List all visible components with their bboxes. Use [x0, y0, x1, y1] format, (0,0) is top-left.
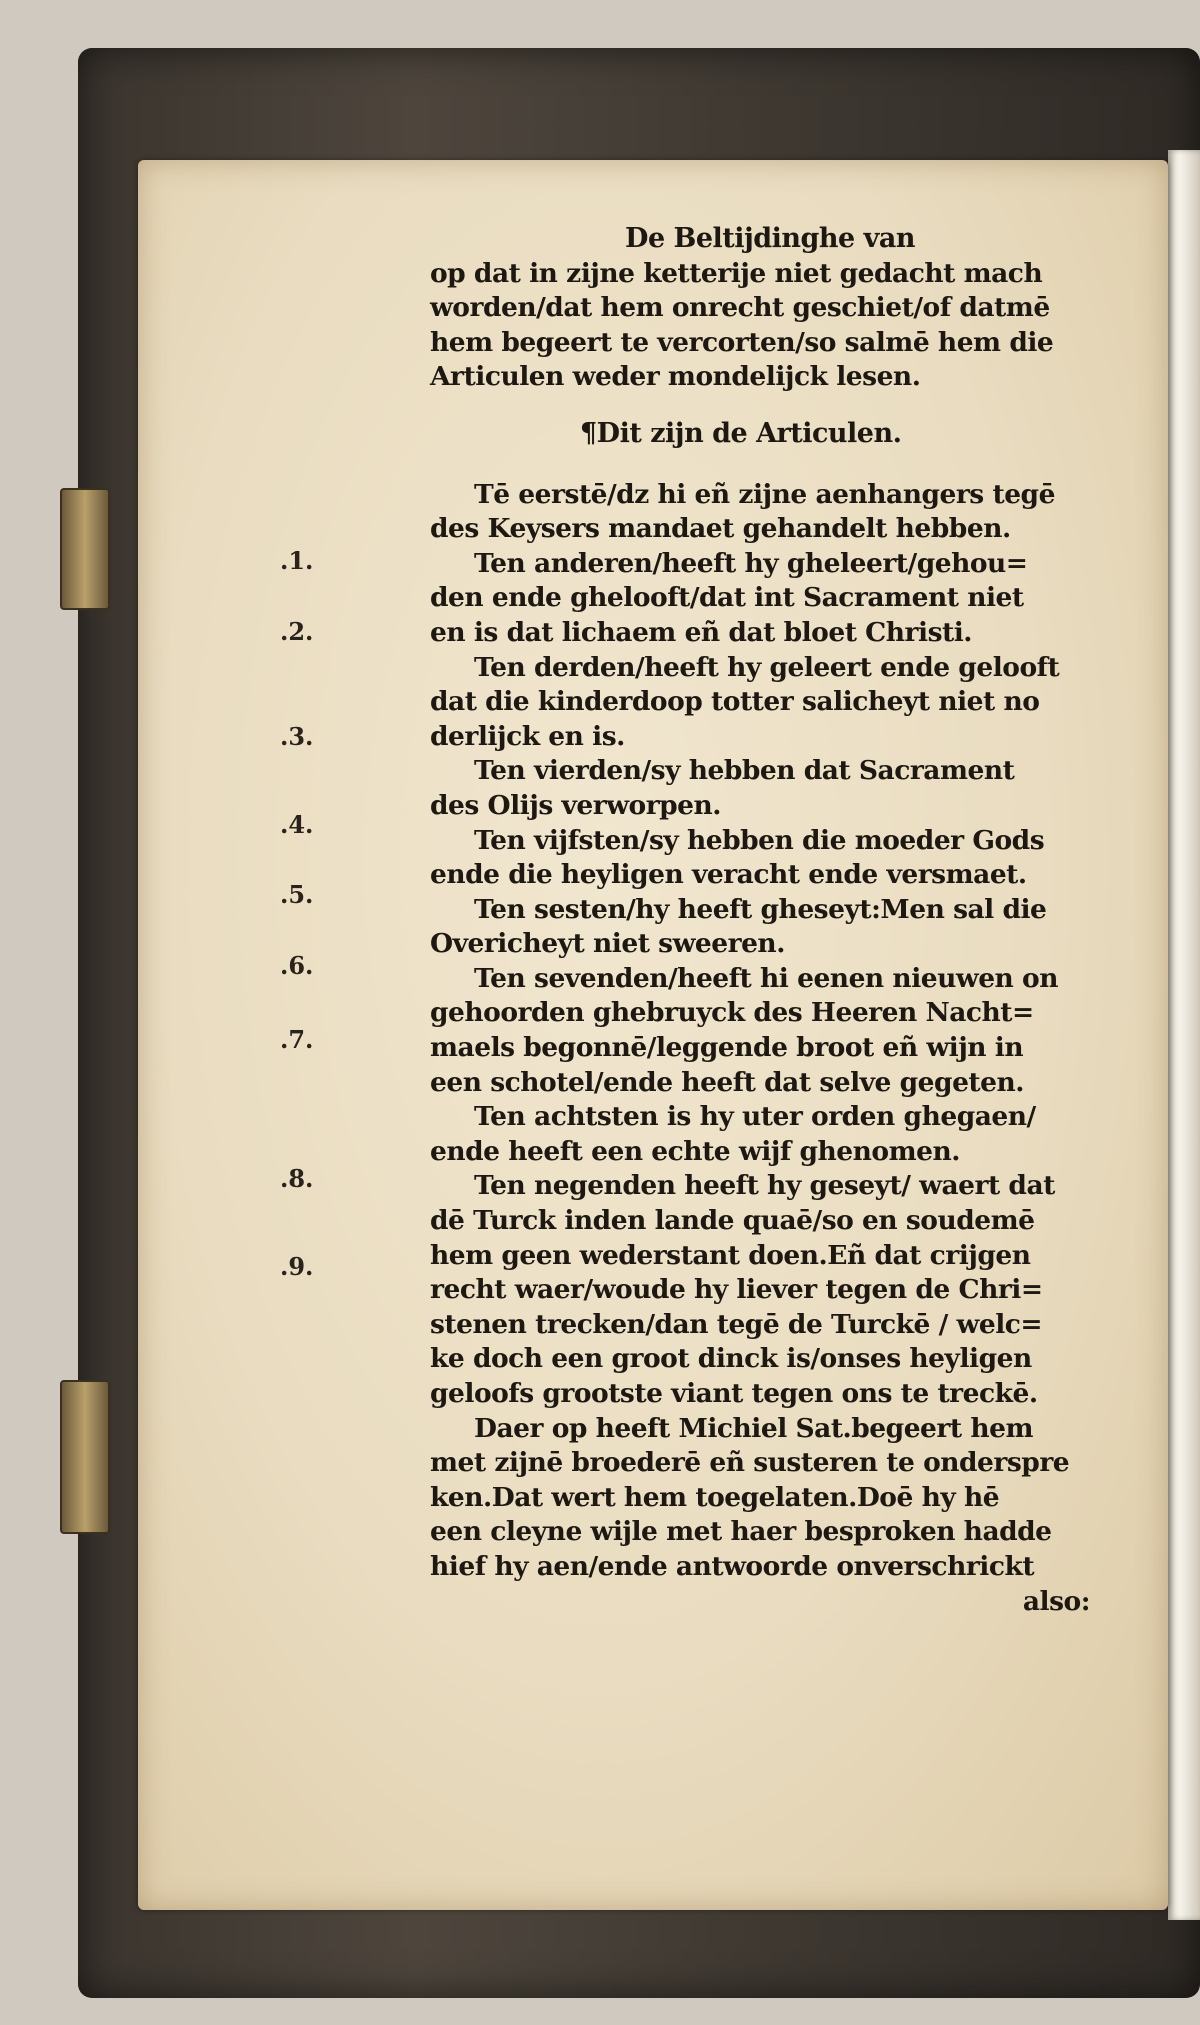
- intro-line: Articulen weder mondelijck lesen.: [430, 361, 921, 393]
- intro-line: hem begeert te vercorten/so salmē hem die: [430, 326, 1054, 358]
- article-line: den ende ghelooft/dat int Sacrament niet: [430, 582, 1024, 614]
- article-line: Ten sevenden/heeft hi eenen nieuwen on: [474, 962, 1058, 994]
- article-line: Ten derden/heeft hy geleert ende gelooft: [474, 651, 1060, 683]
- margin-number: .9.: [280, 1252, 314, 1281]
- intro-line: op dat in zijne ketterije niet gedacht mach: [430, 257, 1043, 289]
- section-heading: ¶Dit zijn de Articulen.: [580, 417, 902, 449]
- article-line: een cleyne wijle met haer besproken hadde: [430, 1516, 1052, 1548]
- article-line: Ten vijfsten/sy hebben die moeder Gods: [474, 824, 1045, 856]
- article-line: dat die kinderdoop totter salicheyt niet no: [430, 686, 1040, 718]
- margin-number: .7.: [280, 1025, 314, 1054]
- article-line: recht waer/woude hy liever tegen de Chri=: [430, 1274, 1043, 1306]
- running-head: De Beltijdinghe van: [625, 223, 915, 254]
- article-line: Ten sesten/hy heeft gheseyt:Men sal die: [474, 893, 1047, 925]
- article-line: gehoorden ghebruyck des Heeren Nacht=: [430, 997, 1034, 1029]
- article-line: Ten anderen/heeft hy gheleert/gehou=: [474, 547, 1028, 579]
- facing-page-edge: [1168, 150, 1200, 1920]
- article-line: en is dat lichaem eñ dat bloet Christi.: [430, 616, 973, 648]
- article-line: met zijnē broederē eñ susteren te onderspre: [430, 1447, 1070, 1479]
- article-line: ende die heyligen veracht ende versmaet.: [430, 859, 1027, 891]
- article-line: ende heeft een echte wijf ghenomen.: [430, 1135, 960, 1167]
- margin-number: .6.: [280, 951, 314, 980]
- article-line: Overicheyt niet sweeren.: [430, 928, 785, 960]
- clasp-bottom: [60, 1380, 110, 1534]
- margin-number: .3.: [280, 722, 314, 751]
- article-line: een schotel/ende heeft dat selve gegeten.: [430, 1066, 1025, 1098]
- article-line: ken.Dat wert hem toegelaten.Doē hy hē: [430, 1481, 1000, 1513]
- article-line: hem geen wederstant doen.Eñ dat crijgen: [430, 1239, 1031, 1271]
- clasp-top: [60, 488, 110, 610]
- article-line: des Olijs verworpen.: [430, 789, 722, 821]
- margin-number: .2.: [280, 617, 314, 646]
- margin-number: .5.: [280, 880, 314, 909]
- catchword: also:: [1022, 1585, 1090, 1617]
- article-line: maels begonnē/leggende broot eñ wijn in: [430, 1032, 1024, 1064]
- margin-number: .1.: [280, 546, 314, 575]
- article-line: stenen trecken/dan tegē de Turckē / welc=: [430, 1308, 1043, 1340]
- article-line: Ten negenden heeft hy geseyt/ waert dat: [474, 1170, 1055, 1202]
- margin-number: .4.: [280, 810, 314, 839]
- article-line: dē Turck inden lande quaē/so en soudemē: [430, 1205, 1035, 1237]
- page-text: [430, 222, 1110, 1619]
- margin-number: .8.: [280, 1164, 314, 1193]
- article-line: Ten achtsten is hy uter orden ghegaen/: [474, 1101, 1036, 1133]
- article-line: Daer op heeft Michiel Sat.begeert hem: [474, 1412, 1034, 1444]
- article-line: derlijck en is.: [430, 720, 625, 752]
- article-line: ke doch een groot dinck is/onses heyligen: [430, 1343, 1032, 1375]
- article-line: des Keysers mandaet gehandelt hebben.: [430, 513, 1011, 545]
- article-line: Ten vierden/sy hebben dat Sacrament: [474, 755, 1015, 787]
- article-line: Tē eerstē/dz hi eñ zijne aenhangers tegē: [474, 478, 1055, 510]
- article-line: geloofs grootste viant tegen ons te treckē.: [430, 1378, 1038, 1409]
- article-line: hief hy aen/ende antwoorde onverschrickt: [430, 1550, 1035, 1582]
- intro-line: worden/dat hem onrecht geschiet/of datmē: [430, 292, 1050, 324]
